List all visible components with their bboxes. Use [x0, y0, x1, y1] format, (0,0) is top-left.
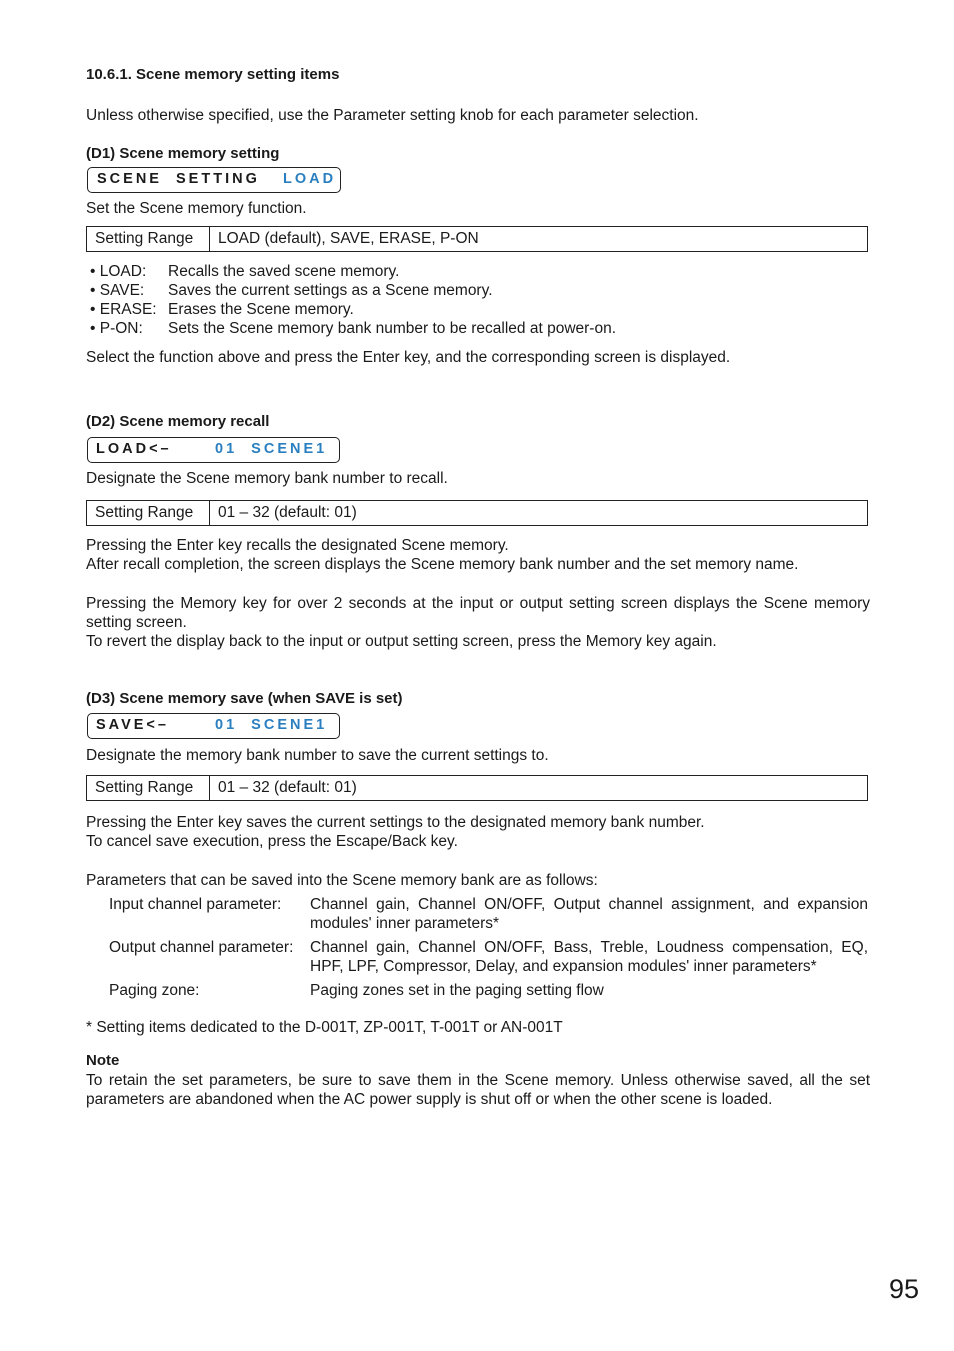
d3-paragraph-2: To cancel save execution, press the Escape/Back key. [86, 833, 458, 850]
bullet-key: • ERASE: [90, 301, 157, 318]
list-item [109, 938, 868, 976]
d2-range-value: 01 – 32 (default: 01) [210, 501, 868, 526]
d1-lcd-display [87, 167, 341, 193]
section-title: 10.6.1. Scene memory setting items [86, 66, 340, 83]
d3-description: Designate the memory bank number to save the current settings to. [86, 747, 549, 764]
d1-range-key: Setting Range [87, 227, 210, 252]
d2-lcd-left: LOAD<– [96, 441, 172, 457]
d3-parameter-list [109, 895, 868, 1005]
list-item [90, 319, 616, 338]
d3-lcd-display [87, 713, 340, 739]
d2-paragraph-2: After recall completion, the screen displays the Scene memory bank number and the set memory name. [86, 556, 799, 573]
d3-lcd-left: SAVE<– [96, 717, 169, 733]
param-text: Channel gain, Channel ON/OFF, Bass, Treble, Loudness compensation, EQ, HPF, LPF, Compressor, Delay, and expansion modules' inner parameters* [310, 939, 868, 975]
d2-paragraph-3: Pressing the Memory key for over 2 seconds at the input or output setting screen displays the Scene memory setting screen. [86, 595, 870, 631]
d3-paragraph-1: Pressing the Enter key saves the current settings to the designated memory bank number. [86, 814, 705, 831]
footnote: * Setting items dedicated to the D-001T, ZP-001T, T-001T or AN-001T [86, 1019, 563, 1036]
list-item [90, 262, 616, 281]
d3-lcd-right: 01 SCENE1 [215, 717, 328, 733]
list-item [90, 281, 616, 300]
d1-description: Set the Scene memory function. [86, 200, 307, 217]
d1-lcd-right: LOAD [283, 171, 337, 187]
param-key: Paging zone: [109, 982, 200, 999]
bullet-key: • P-ON: [90, 320, 143, 337]
d2-paragraph-4: To revert the display back to the input or output setting screen, press the Memory key again. [86, 633, 717, 650]
list-item [90, 300, 616, 319]
d2-lcd-right: 01 SCENE1 [215, 441, 328, 457]
d1-range-value: LOAD (default), SAVE, ERASE, P-ON [210, 227, 868, 252]
d3-range-table [86, 775, 868, 801]
d3-range-key: Setting Range [87, 776, 210, 801]
intro-text: Unless otherwise specified, use the Parameter setting knob for each parameter selection. [86, 107, 699, 124]
param-key: Input channel parameter: [109, 896, 282, 913]
d1-heading: (D1) Scene memory setting [86, 145, 280, 162]
d1-lcd-left: SCENE SETTING [97, 171, 260, 187]
d2-description: Designate the Scene memory bank number to recall. [86, 470, 448, 487]
bullet-text: Sets the Scene memory bank number to be recalled at power-on. [168, 320, 617, 337]
d1-bullet-list [90, 262, 616, 338]
d1-range-table [86, 226, 868, 252]
page-number: 95 [889, 1274, 920, 1304]
d3-range-value: 01 – 32 (default: 01) [210, 776, 868, 801]
param-key: Output channel parameter: [109, 939, 294, 956]
note-heading: Note [86, 1052, 120, 1069]
d2-range-table [86, 500, 868, 526]
bullet-text: Recalls the saved scene memory. [168, 263, 400, 280]
d2-range-key: Setting Range [87, 501, 210, 526]
d3-heading: (D3) Scene memory save (when SAVE is set) [86, 690, 403, 707]
d2-heading: (D2) Scene memory recall [86, 413, 270, 430]
list-item [109, 981, 868, 1000]
list-item [109, 895, 868, 933]
param-text: Channel gain, Channel ON/OFF, Output channel assignment, and expansion modules' inner parameters* [310, 896, 868, 932]
bullet-text: Erases the Scene memory. [168, 301, 354, 318]
bullet-key: • LOAD: [90, 263, 147, 280]
param-text: Paging zones set in the paging setting flow [310, 982, 604, 999]
bullet-text: Saves the current settings as a Scene memory. [168, 282, 493, 299]
bullet-key: • SAVE: [90, 282, 145, 299]
d3-paragraph-3: Parameters that can be saved into the Scene memory bank are as follows: [86, 872, 598, 889]
d2-lcd-display [87, 437, 340, 463]
d1-after-text: Select the function above and press the Enter key, and the corresponding screen is displayed. [86, 349, 731, 366]
note-text: To retain the set parameters, be sure to save them in the Scene memory. Unless otherwise saved, all the set parameters are abandoned when the AC power supply is shut off or when the other scene is loaded. [86, 1072, 870, 1108]
d2-paragraph-1: Pressing the Enter key recalls the designated Scene memory. [86, 537, 509, 554]
